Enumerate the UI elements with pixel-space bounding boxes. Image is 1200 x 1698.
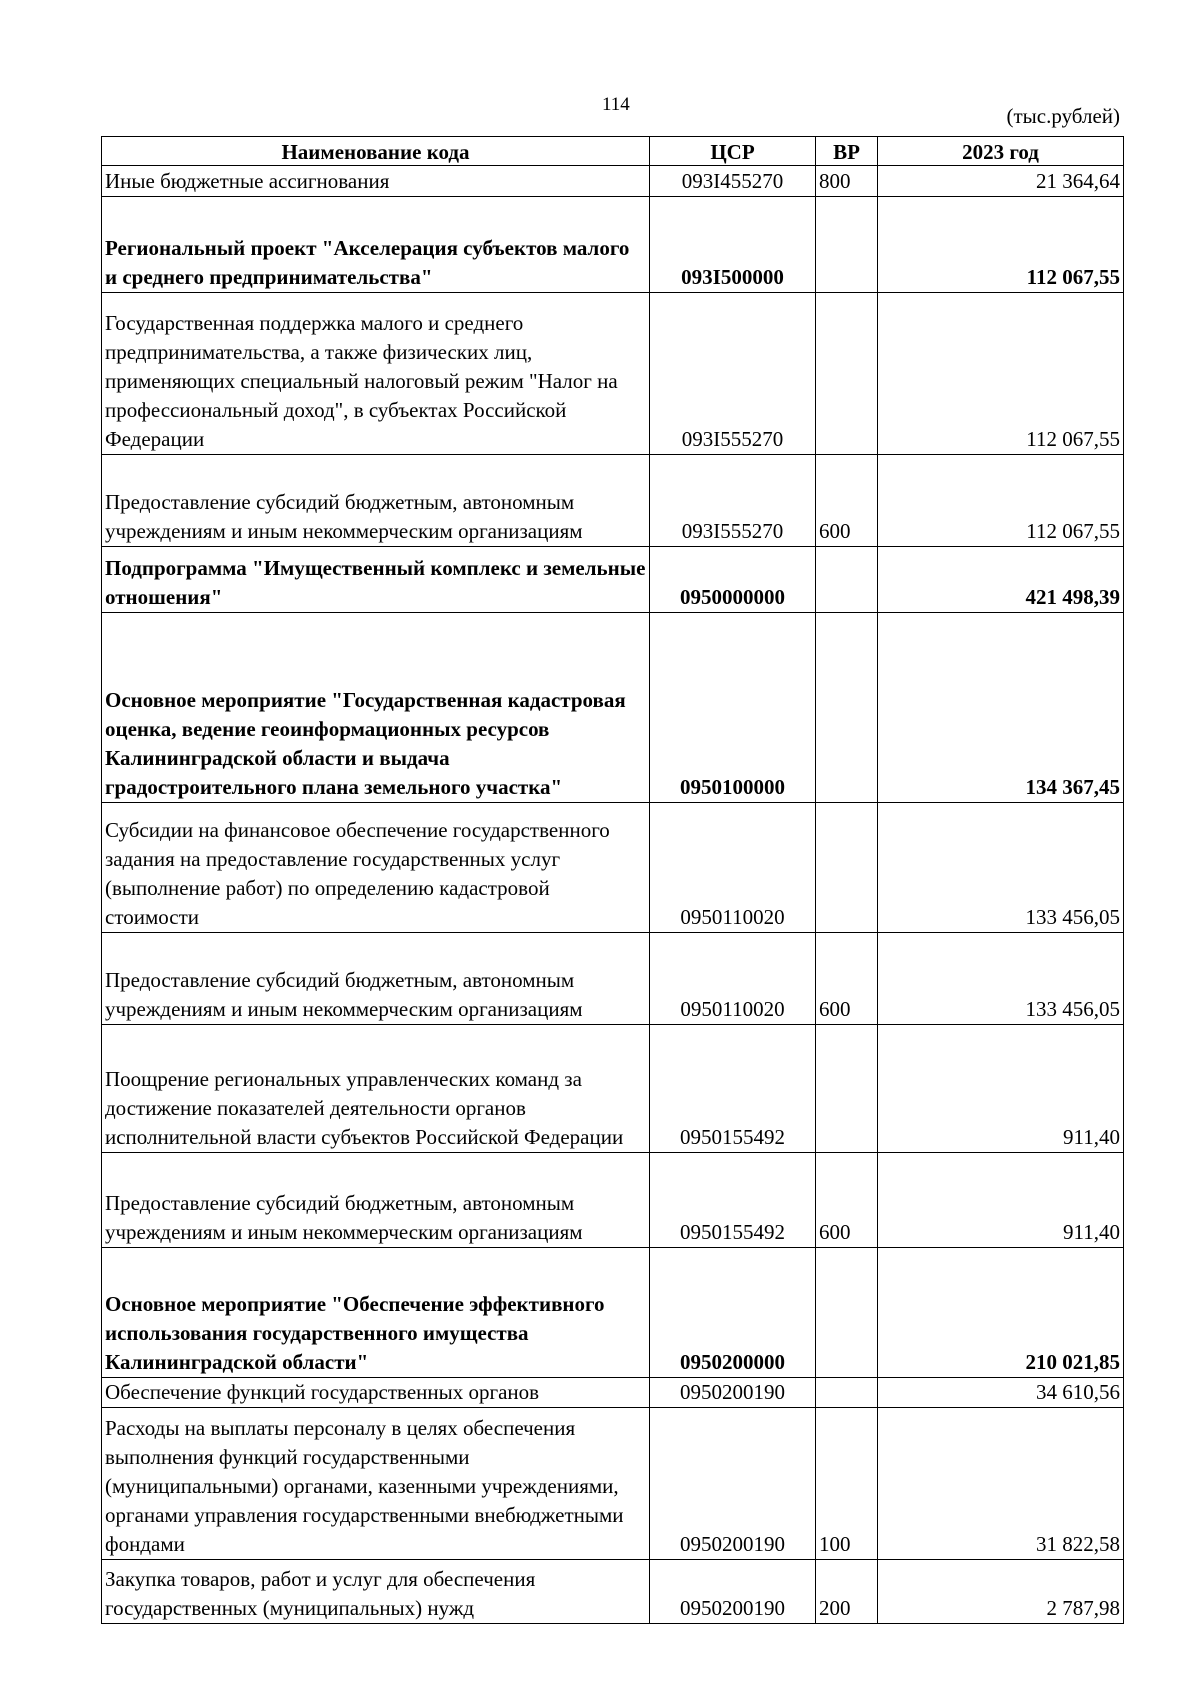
row-vr: 600: [816, 1153, 878, 1248]
table-row: [102, 293, 1124, 455]
table-row: [102, 613, 1124, 803]
row-amount: 133 456,05: [878, 933, 1124, 1025]
page-number: 114: [602, 94, 630, 115]
units-label: (тыс.рублей): [1006, 104, 1120, 128]
row-csr: 0950155492: [650, 1153, 816, 1248]
table-row: [102, 547, 1124, 613]
row-amount: 31 822,58: [878, 1408, 1124, 1560]
row-vr: [816, 1025, 878, 1153]
row-amount: 911,40: [878, 1025, 1124, 1153]
row-amount: 911,40: [878, 1153, 1124, 1248]
row-vr: [816, 547, 878, 613]
row-amount: 134 367,45: [878, 613, 1124, 803]
table-row: [102, 1408, 1124, 1560]
row-vr: 600: [816, 933, 878, 1025]
row-amount: 133 456,05: [878, 803, 1124, 933]
row-csr: 093I500000: [650, 197, 816, 293]
table-row: [102, 166, 1124, 197]
table-row: [102, 1153, 1124, 1248]
row-vr: 100: [816, 1408, 878, 1560]
row-name: Расходы на выплаты персоналу в целях обеспечения выполнения функций государственными (муниципальными) органами, казенными учреждениями, органами управления государственными внебюджетными фондами: [102, 1408, 650, 1560]
table-header-row: [102, 137, 1124, 166]
row-name: Иные бюджетные ассигнования: [102, 166, 650, 197]
table-row: [102, 803, 1124, 933]
budget-table: [101, 136, 1124, 1624]
row-amount: 112 067,55: [878, 197, 1124, 293]
row-name: Закупка товаров, работ и услуг для обеспечения государственных (муниципальных) нужд: [102, 1560, 650, 1624]
row-name: Предоставление субсидий бюджетным, автономным учреждениям и иным некоммерческим организациям: [102, 1153, 650, 1248]
table-row: [102, 1248, 1124, 1378]
row-vr: [816, 613, 878, 803]
row-csr: 0950110020: [650, 803, 816, 933]
table-row: [102, 197, 1124, 293]
row-vr: [816, 803, 878, 933]
row-csr: 0950200000: [650, 1248, 816, 1378]
row-vr: 800: [816, 166, 878, 197]
row-amount: 112 067,55: [878, 455, 1124, 547]
row-vr: [816, 197, 878, 293]
row-amount: 2 787,98: [878, 1560, 1124, 1624]
row-csr: 0950200190: [650, 1408, 816, 1560]
row-vr: 600: [816, 455, 878, 547]
row-vr: [816, 293, 878, 455]
row-name: Обеспечение функций государственных органов: [102, 1378, 650, 1408]
row-vr: 200: [816, 1560, 878, 1624]
row-name: Субсидии на финансовое обеспечение государственного задания на предоставление государственных услуг (выполнение работ) по определению кадастровой стоимости: [102, 803, 650, 933]
row-csr: 093I455270: [650, 166, 816, 197]
row-name: Поощрение региональных управленческих команд за достижение показателей деятельности органов исполнительной власти субъектов Российской Федерации: [102, 1025, 650, 1153]
row-csr: 0950000000: [650, 547, 816, 613]
header-csr: ЦСР: [650, 137, 816, 166]
row-name: Региональный проект "Акселерация субъектов малого и среднего предпринимательства": [102, 197, 650, 293]
row-csr: 093I555270: [650, 455, 816, 547]
row-name: Государственная поддержка малого и среднего предпринимательства, а также физических лиц, применяющих специальный налоговый режим "Налог на профессиональный доход", в субъектах Российской Федерации: [102, 293, 650, 455]
table-row: [102, 1378, 1124, 1408]
row-amount: 421 498,39: [878, 547, 1124, 613]
table-row: [102, 1025, 1124, 1153]
header-vr: ВР: [816, 137, 878, 166]
table-row: [102, 455, 1124, 547]
table-row: [102, 1560, 1124, 1624]
row-name: Основное мероприятие "Государственная кадастровая оценка, ведение геоинформационных ресурсов Калининградской области и выдача градостроительного плана земельного участка": [102, 613, 650, 803]
table-row: [102, 933, 1124, 1025]
row-name: Подпрограмма "Имущественный комплекс и земельные отношения": [102, 547, 650, 613]
row-csr: 0950200190: [650, 1378, 816, 1408]
row-vr: [816, 1248, 878, 1378]
row-csr: 0950100000: [650, 613, 816, 803]
row-csr: 0950155492: [650, 1025, 816, 1153]
row-amount: 21 364,64: [878, 166, 1124, 197]
row-amount: 34 610,56: [878, 1378, 1124, 1408]
row-name: Предоставление субсидий бюджетным, автономным учреждениям и иным некоммерческим организациям: [102, 455, 650, 547]
row-amount: 112 067,55: [878, 293, 1124, 455]
row-vr: [816, 1378, 878, 1408]
row-amount: 210 021,85: [878, 1248, 1124, 1378]
row-name: Предоставление субсидий бюджетным, автономным учреждениям и иным некоммерческим организациям: [102, 933, 650, 1025]
row-csr: 0950110020: [650, 933, 816, 1025]
row-csr: 093I555270: [650, 293, 816, 455]
header-name: Наименование кода: [102, 137, 650, 166]
row-name: Основное мероприятие "Обеспечение эффективного использования государственного имущества Калининградской области": [102, 1248, 650, 1378]
header-year: 2023 год: [878, 137, 1124, 166]
row-csr: 0950200190: [650, 1560, 816, 1624]
